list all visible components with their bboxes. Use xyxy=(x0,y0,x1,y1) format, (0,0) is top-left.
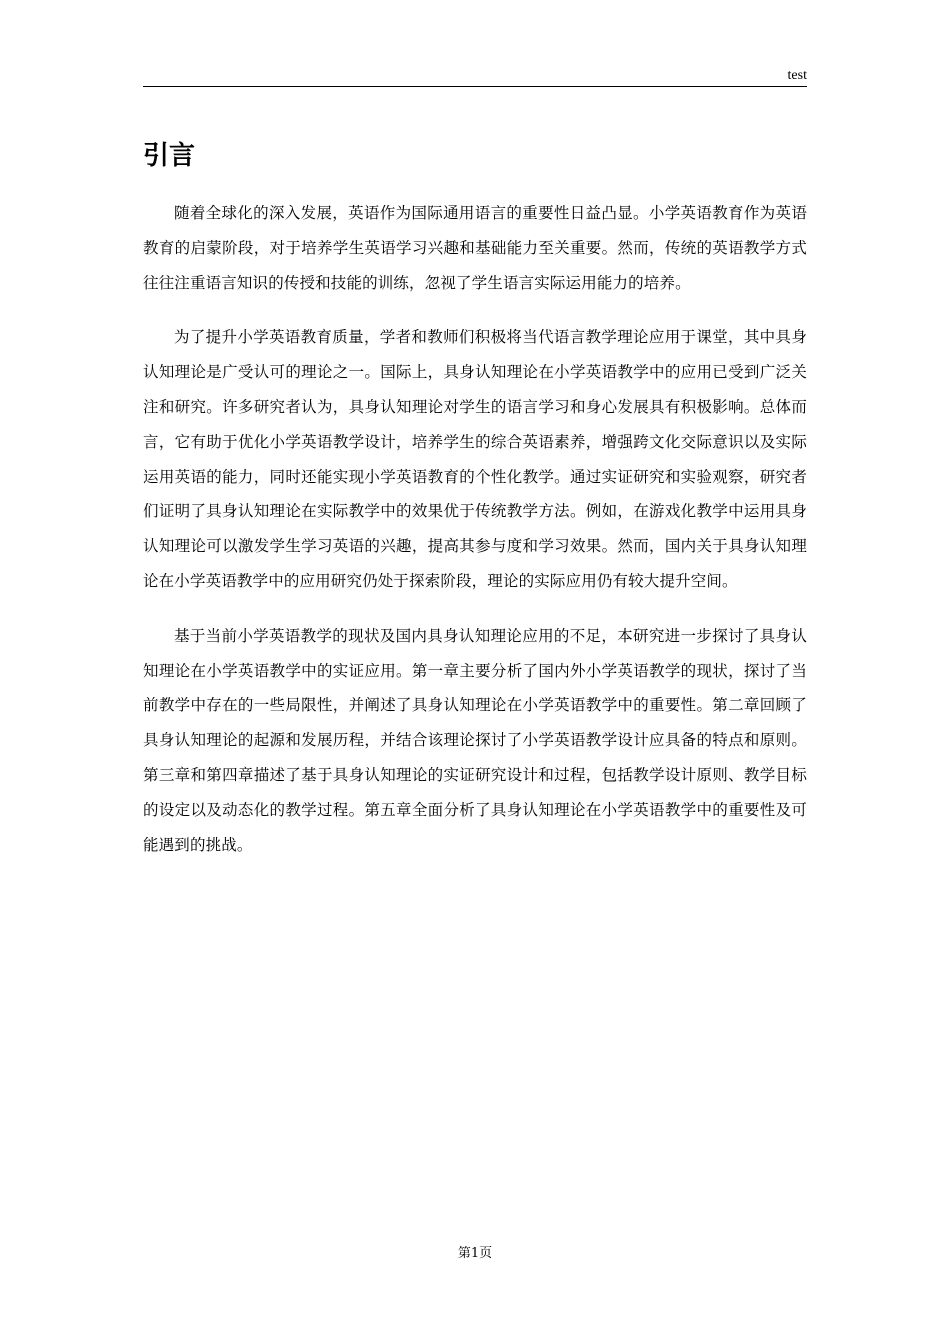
paragraph-1: 随着全球化的深入发展，英语作为国际通用语言的重要性日益凸显。小学英语教育作为英语教育的启蒙阶段，对于培养学生英语学习兴趣和基础能力至关重要。然而，传统的英语教学方式往往注重语言知识的传授和技能的训练，忽视了学生语言实际运用能力的培养。 xyxy=(143,204,807,292)
body-text xyxy=(143,196,807,882)
paragraph-2: 为了提升小学英语教育质量，学者和教师们积极将当代语言教学理论应用于课堂，其中具身认知理论是广受认可的理论之一。国际上，具身认知理论在小学英语教学中的应用已受到广泛关注和研究。许多研究者认为，具身认知理论对学生的语言学习和身心发展具有积极影响。总体而言，它有助于优化小学英语教学设计，培养学生的综合英语素养，增强跨文化交际意识以及实际运用英语的能力，同时还能实现小学英语教育的个性化教学。通过实证研究和实验观察，研究者们证明了具身认知理论在实际教学中的效果优于传统教学方法。例如，在游戏化教学中运用具身认知理论可以激发学生学习英语的兴趣，提高其参与度和学习效果。然而，国内关于具身认知理论在小学英语教学中的应用研究仍处于探索阶段，理论的实际应用仍有较大提升空间。 xyxy=(143,328,807,590)
page-number: 第1页 xyxy=(457,1246,493,1261)
section-title: 引言 xyxy=(143,141,196,171)
header-divider xyxy=(143,86,807,87)
page-header-text: test xyxy=(787,68,807,83)
paragraph-3: 基于当前小学英语教学的现状及国内具身认知理论应用的不足，本研究进一步探讨了具身认知理论在小学英语教学中的实证应用。第一章主要分析了国内外小学英语教学的现状，探讨了当前教学中存在的一些局限性，并阐述了具身认知理论在小学英语教学中的重要性。第二章回顾了具身认知理论的起源和发展历程，并结合该理论探讨了小学英语教学设计应具备的特点和原则。第三章和第四章描述了基于具身认知理论的实证研究设计和过程，包括教学设计原则、教学目标的设定以及动态化的教学过程。第五章全面分析了具身认知理论在小学英语教学中的重要性及可能遇到的挑战。 xyxy=(143,626,807,854)
